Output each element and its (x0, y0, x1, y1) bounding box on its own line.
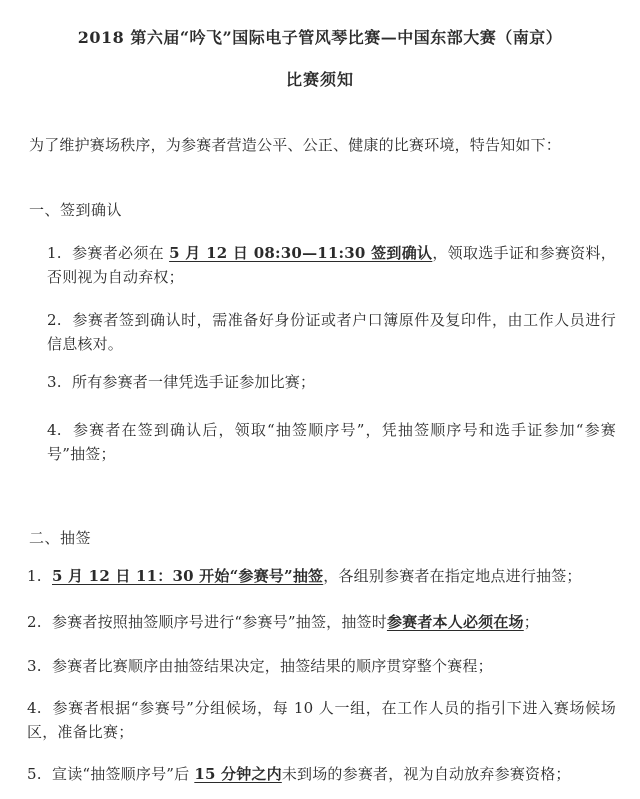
item-emphasis: 参赛者本人必须在场 (386, 613, 524, 631)
list-item (47, 241, 616, 289)
section1-items (47, 241, 616, 466)
item-number: 2. (47, 311, 62, 329)
item-text: 参赛者必须在 (72, 244, 170, 262)
item-text: 未到场的参赛者，视为自动放弃参赛资格； (281, 765, 571, 783)
item-text: 参赛者按照抽签顺序号进行“参赛号”抽签，抽签时 (52, 613, 387, 631)
list-item (27, 564, 616, 588)
item-emphasis: 15 分钟之内 (194, 765, 282, 783)
item-text: 参赛者签到确认时，需准备好身份证或者户口簿原件及复印件，由工作人员进行信息核对。 (47, 311, 616, 353)
item-number: 4. (47, 421, 62, 439)
item-emphasis: 5 月 12 日 11：30 开始“参赛号”抽签 (52, 567, 324, 585)
section2-heading: 二、抽签 (29, 529, 92, 547)
item-text: 参赛者根据“参赛号”分组候场，每 10 人一组，在工作人员的指引下进入赛场候场区，准备比赛； (27, 699, 616, 741)
list-item (47, 308, 616, 356)
item-emphasis: 5 月 12 日 08:30—11:30 签到确认 (169, 244, 433, 262)
item-text: ，领取选手证和参赛资料，否则视为自动弃权； (47, 244, 616, 286)
item-number: 5. (27, 765, 42, 783)
item-text: 宣读“抽签顺序号”后 (52, 765, 195, 783)
item-text: 所有参赛者一律凭选手证参加比赛； (72, 373, 316, 391)
list-item (27, 654, 616, 678)
item-number: 3. (47, 373, 62, 391)
list-item (27, 762, 616, 786)
item-text: ； (523, 613, 539, 631)
item-text: 参赛者比赛顺序由抽签结果决定，抽签结果的顺序贯穿整个赛程； (52, 657, 493, 675)
list-item (27, 610, 616, 634)
item-number: 4. (27, 699, 42, 717)
document-title: 2018 第六届“吟飞”国际电子管风琴比赛—中国东部大赛（南京） (77, 28, 563, 47)
item-number: 3. (27, 657, 42, 675)
item-number: 2. (27, 613, 42, 631)
item-text: ，各组别参赛者在指定地点进行抽签； (323, 567, 582, 585)
item-number: 1. (27, 567, 42, 585)
intro-paragraph: 为了维护赛场秩序，为参赛者营造公平、公正、健康的比赛环境，特告知如下： (29, 136, 562, 154)
list-item (27, 696, 616, 744)
list-item (47, 418, 616, 466)
section1-heading: 一、签到确认 (29, 201, 123, 219)
list-item (47, 370, 616, 394)
item-number: 1. (47, 244, 62, 262)
item-text: 参赛者在签到确认后，领取“抽签顺序号”，凭抽签顺序号和选手证参加“参赛号”抽签； (47, 421, 616, 463)
section2-items (27, 564, 616, 786)
document-subtitle: 比赛须知 (285, 70, 354, 89)
